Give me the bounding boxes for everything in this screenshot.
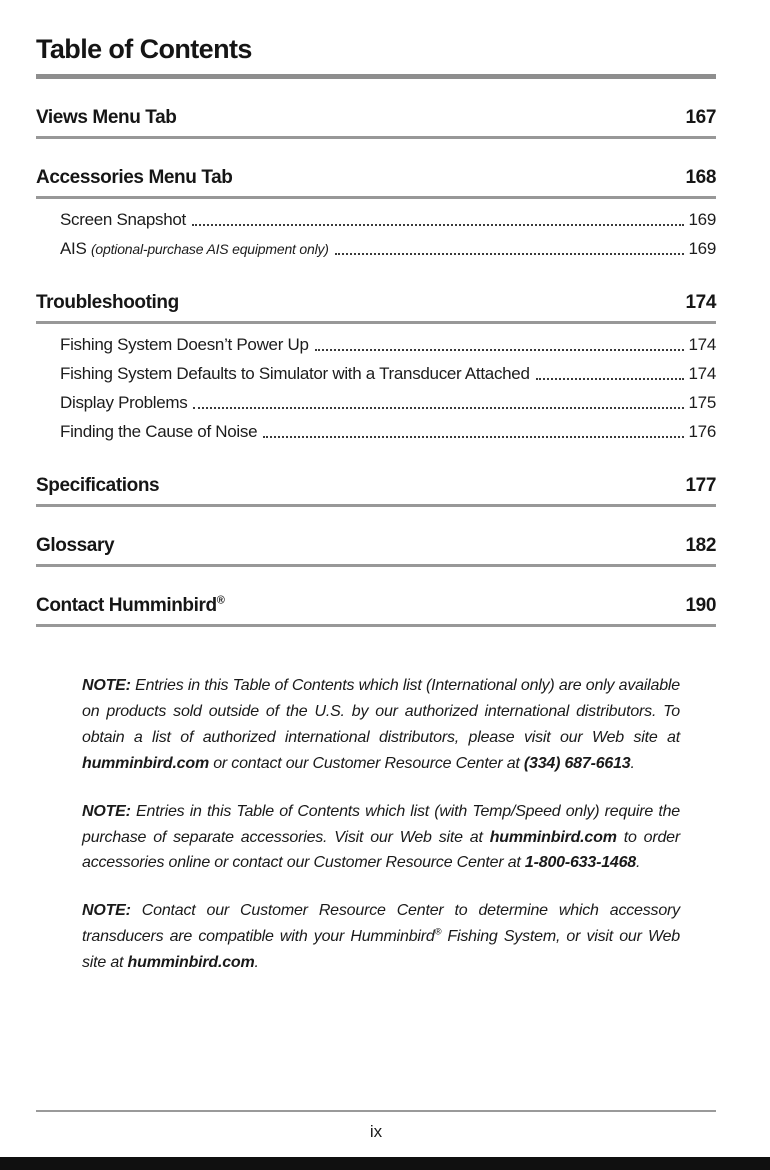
note-text: .	[636, 854, 641, 872]
toc-section-troubleshooting	[36, 292, 716, 447]
toc-item	[36, 389, 716, 418]
dot-leader	[193, 407, 683, 409]
toc-item-label: Display Problems	[60, 393, 188, 412]
note-text: Entries in this Table of Contents which list (International only) are only available on products sold outside of the U.S. by our authorized international distributors. To obtain a list of authorized international distributors, please visit our Web site at	[82, 677, 680, 746]
toc-item-page: 169	[688, 210, 716, 229]
toc-item-label-text: AIS	[60, 239, 87, 258]
note-website: humminbird.com	[127, 954, 255, 972]
toc-section-specifications	[36, 475, 716, 507]
bottom-bar	[0, 1157, 770, 1170]
toc-item-page: 175	[688, 393, 716, 412]
note-phone: 1-800-633-1468	[524, 854, 636, 872]
dot-leader	[315, 349, 684, 351]
toc-section-page: 174	[685, 292, 716, 313]
toc-items	[36, 324, 716, 447]
toc-section-page: 167	[685, 107, 716, 128]
toc-section-header	[36, 107, 716, 139]
toc-item-page: 176	[688, 422, 716, 441]
note-text: Contact our Customer Resource Center to determine which accessory transducers are compatible with your Humminbird	[82, 902, 680, 946]
note-text: .	[630, 754, 635, 772]
dot-leader	[536, 378, 684, 380]
toc-items	[36, 199, 716, 264]
title-divider	[36, 74, 716, 79]
note-paragraph-temp-speed	[82, 799, 680, 877]
toc-section-page: 168	[685, 167, 716, 188]
toc-item	[36, 418, 716, 447]
note-label: NOTE:	[82, 677, 136, 694]
note-text: or contact our Customer Resource Center at	[208, 754, 524, 772]
toc-section-header	[36, 167, 716, 199]
note-label: NOTE:	[82, 902, 142, 920]
registered-mark: ®	[434, 926, 442, 937]
dot-leader	[335, 253, 684, 255]
toc-section-label: Accessories Menu Tab	[36, 167, 233, 188]
note-paragraph-international	[82, 673, 680, 777]
registered-mark: ®	[216, 594, 225, 607]
toc-item-inline-note: (optional-purchase AIS equipment only)	[90, 241, 329, 257]
toc-item-label	[60, 239, 329, 259]
note-website: humminbird.com	[489, 828, 617, 846]
toc-section-label: Glossary	[36, 535, 115, 556]
note-phone: (334) 687-6613	[523, 754, 631, 772]
toc-section-label-text: Contact Humminbird	[36, 595, 217, 616]
dot-leader	[192, 224, 684, 226]
toc-item-label: Fishing System Doesn’t Power Up	[60, 335, 309, 354]
note-text: Entries in this Table of Contents which list (with Temp/Speed only) require the purchase of separate accessories. Visit our Web site at	[82, 802, 680, 846]
toc-section-page: 190	[685, 595, 716, 616]
note-text: Fishing System, or visit our Web site at	[82, 928, 680, 972]
note-label: NOTE:	[82, 802, 137, 820]
toc-section-header	[36, 595, 716, 627]
note-text: .	[254, 954, 259, 972]
toc-section-label: Troubleshooting	[36, 292, 179, 313]
toc-section-page: 177	[685, 475, 716, 496]
toc-section-label: Specifications	[36, 475, 160, 496]
toc-item-label: Finding the Cause of Noise	[60, 422, 258, 441]
toc-section-views-menu-tab	[36, 107, 716, 139]
page-number: ix	[369, 1122, 383, 1141]
toc-section-glossary	[36, 535, 716, 567]
note-website: humminbird.com	[82, 754, 209, 772]
toc-item-page: 174	[688, 335, 716, 354]
toc-section-accessories-menu-tab	[36, 167, 716, 264]
toc-item-page: 174	[688, 364, 716, 383]
toc-section-page: 182	[685, 535, 716, 556]
toc-item	[36, 235, 716, 264]
toc-section-label	[36, 595, 224, 617]
toc-item	[36, 331, 716, 360]
note-paragraph-transducers	[82, 898, 680, 976]
page-footer	[36, 1110, 716, 1142]
note-text: to order accessories online or contact our Customer Resource Center at	[82, 828, 680, 872]
page-title: Table of Contents	[36, 34, 252, 64]
toc-section-header	[36, 292, 716, 324]
toc-section-contact-humminbird	[36, 595, 716, 627]
toc-item-label: Fishing System Defaults to Simulator with a Transducer Attached	[60, 364, 530, 383]
toc-section-header	[36, 475, 716, 507]
notes-block	[82, 673, 680, 976]
toc-item	[36, 206, 716, 235]
toc-section-header	[36, 535, 716, 567]
toc-item	[36, 360, 716, 389]
dot-leader	[263, 436, 683, 438]
toc-item-label: Screen Snapshot	[60, 210, 186, 229]
toc-section-label: Views Menu Tab	[36, 107, 177, 128]
toc-item-page: 169	[688, 239, 716, 258]
